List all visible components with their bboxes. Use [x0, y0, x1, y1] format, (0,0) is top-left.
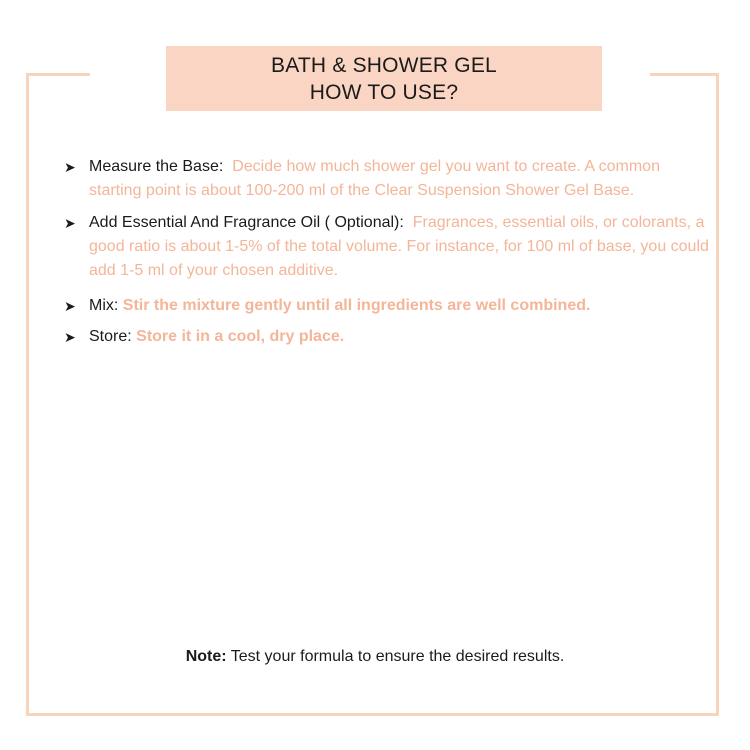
frame-top-right-line: [650, 73, 719, 76]
step-mix: [64, 294, 714, 318]
frame-top-left-line: [26, 73, 90, 76]
note-text: Test your formula to ensure the desired results.: [230, 648, 565, 665]
step-measure-base: [64, 155, 714, 203]
step-label: Mix:: [89, 297, 119, 314]
step-store: [64, 325, 714, 349]
note-footer: [0, 646, 750, 668]
title-line-2: HOW TO USE?: [309, 80, 459, 104]
title-banner: [166, 46, 602, 111]
step-label: Store:: [89, 328, 132, 345]
title-line-1: BATH & SHOWER GEL: [271, 53, 497, 77]
step-description: Stir the mixture gently until all ingredients are well combined.: [122, 297, 591, 314]
step-text: [89, 155, 714, 203]
arrow-bullet-icon: ➤: [64, 298, 76, 314]
frame-left-line: [26, 73, 29, 716]
frame-right-line: [716, 73, 719, 716]
arrow-bullet-icon: ➤: [64, 215, 76, 231]
step-text: [89, 325, 714, 349]
arrow-bullet-icon: ➤: [64, 159, 76, 175]
note-label: Note:: [185, 648, 227, 665]
step-text: [89, 211, 714, 283]
step-description: Fragrances, essential oils, or colorants, a good ratio is about 1-5% of the total volume. For instance, for 100 ml of base, you could add 1-5 ml of your chosen additive.: [89, 214, 709, 279]
step-add-oils: [64, 211, 714, 283]
step-label: Add Essential And Fragrance Oil ( Optional):: [89, 214, 404, 231]
step-description: Decide how much shower gel you want to create. A common starting point is about 100-200 ml of the Clear Suspension Shower Gel Base.: [89, 158, 660, 199]
frame-bottom-line: [26, 713, 719, 716]
step-label: Measure the Base:: [89, 158, 224, 175]
instruction-list: [64, 155, 714, 349]
arrow-bullet-icon: ➤: [64, 329, 76, 345]
step-text: [89, 294, 714, 318]
step-description: Store it in a cool, dry place.: [136, 328, 345, 345]
